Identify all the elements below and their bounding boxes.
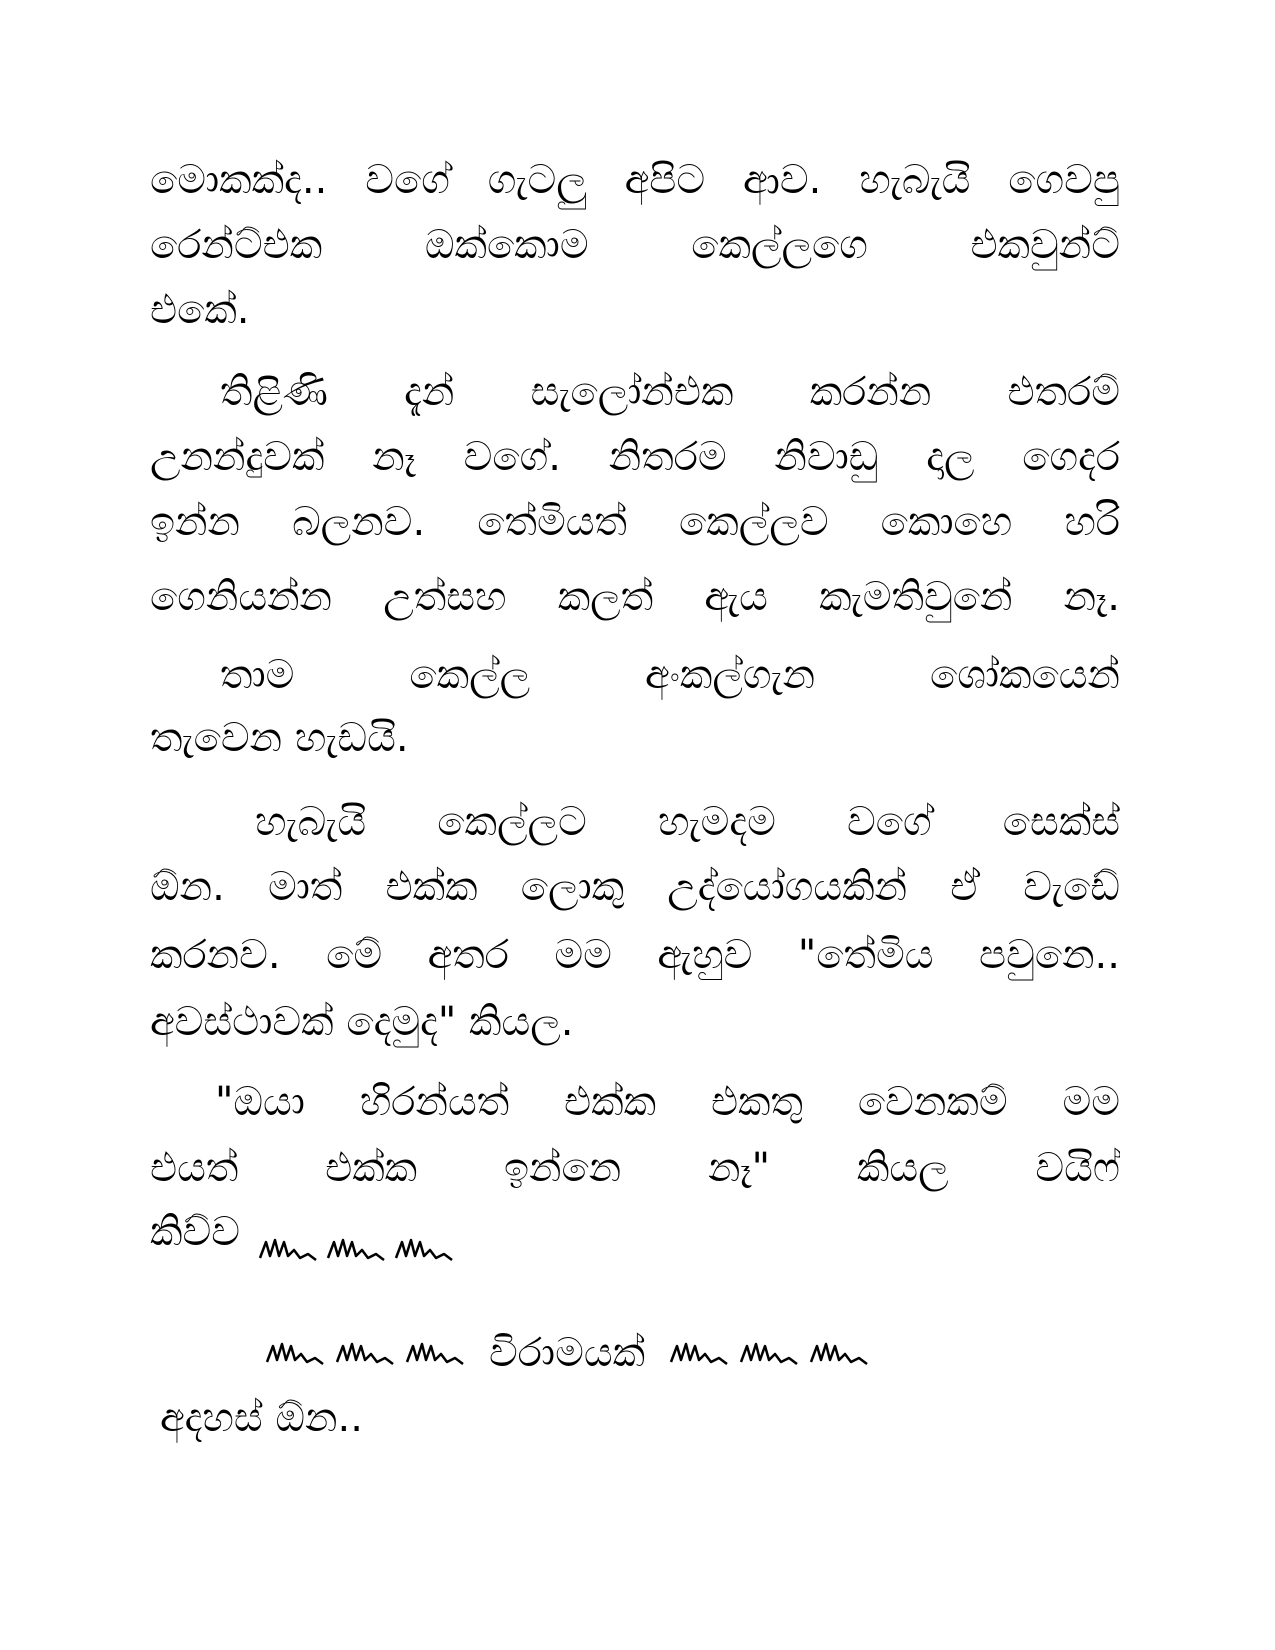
paragraph-2-line-1: තිළිණි දැන් සැලෝන්එක කරන්න එතරම් bbox=[220, 369, 1120, 415]
paragraph-5-line-2: එයත් එක්ක ඉන්නෙ නෑ" කියල වයිෆ් bbox=[150, 1145, 1120, 1191]
squiggle-mark bbox=[265, 1340, 325, 1366]
squiggle-mark bbox=[394, 1236, 454, 1262]
trailing-squiggles bbox=[258, 1212, 454, 1262]
paragraph-2-line-4: ගෙනියන්න උත්සහ කලත් ඇය කැමතිවුනේ නෑ. bbox=[150, 574, 1120, 620]
squiggle-mark bbox=[669, 1340, 729, 1366]
squiggle-mark bbox=[739, 1340, 799, 1366]
paragraph-2-line-2: උනන්දුවක් නෑ වගේ. නිතරම නිවාඩු දාල ගෙදර bbox=[150, 434, 1120, 480]
paragraph-1-line-3: එකේ. bbox=[150, 287, 250, 333]
paragraph-3-line-1: තාම කෙල්ල අංකල්ගැන ශෝකයෙන් bbox=[220, 652, 1120, 698]
paragraph-3-line-2: තැවෙන හැඩයි. bbox=[150, 715, 409, 761]
squiggle-mark bbox=[405, 1340, 465, 1366]
paragraph-4-line-1: හැබැයි කෙල්ලට හැමදම වගේ සෙක්ස් bbox=[255, 799, 1120, 845]
pause-divider bbox=[265, 1318, 869, 1388]
paragraph-4-line-3: කරනව. මේ අතර මම ඇහුව "තේමිය පවුනෙ.. bbox=[150, 932, 1120, 978]
squiggle-mark bbox=[326, 1236, 386, 1262]
squiggle-mark bbox=[335, 1340, 395, 1366]
paragraph-4-line-4: අවස්ථාවක් දෙමුද" කියල. bbox=[150, 999, 574, 1045]
pause-label: විරාමයක් bbox=[489, 1330, 646, 1376]
paragraph-1-line-2: රෙන්ට්එක ඔක්කොම කෙල්ලගෙ එකවුන්ට් bbox=[150, 222, 1120, 268]
paragraph-1-line-1: මොකක්ද.. වගේ ගැටලු අපිට ආව. හැබැයි ගෙවපු bbox=[150, 157, 1120, 203]
paragraph-5-line-1: "ඔයා හිරන්යත් එක්ක එකතු වෙනකම් මම bbox=[215, 1079, 1120, 1125]
paragraph-5-line-3: කිව්ව bbox=[150, 1209, 240, 1255]
paragraph-4-line-2: ඕන. මාත් එක්ක ලොකු උද්යෝගයකින් ඒ වැඩේ bbox=[150, 864, 1120, 910]
closing-line: අදහස් ඕන.. bbox=[160, 1395, 363, 1441]
squiggle-mark bbox=[809, 1340, 869, 1366]
squiggle-mark bbox=[258, 1236, 318, 1262]
paragraph-2-line-3: ඉන්න බලනව. තේමියත් කෙල්ලව කොහෙ හරි bbox=[150, 499, 1120, 545]
